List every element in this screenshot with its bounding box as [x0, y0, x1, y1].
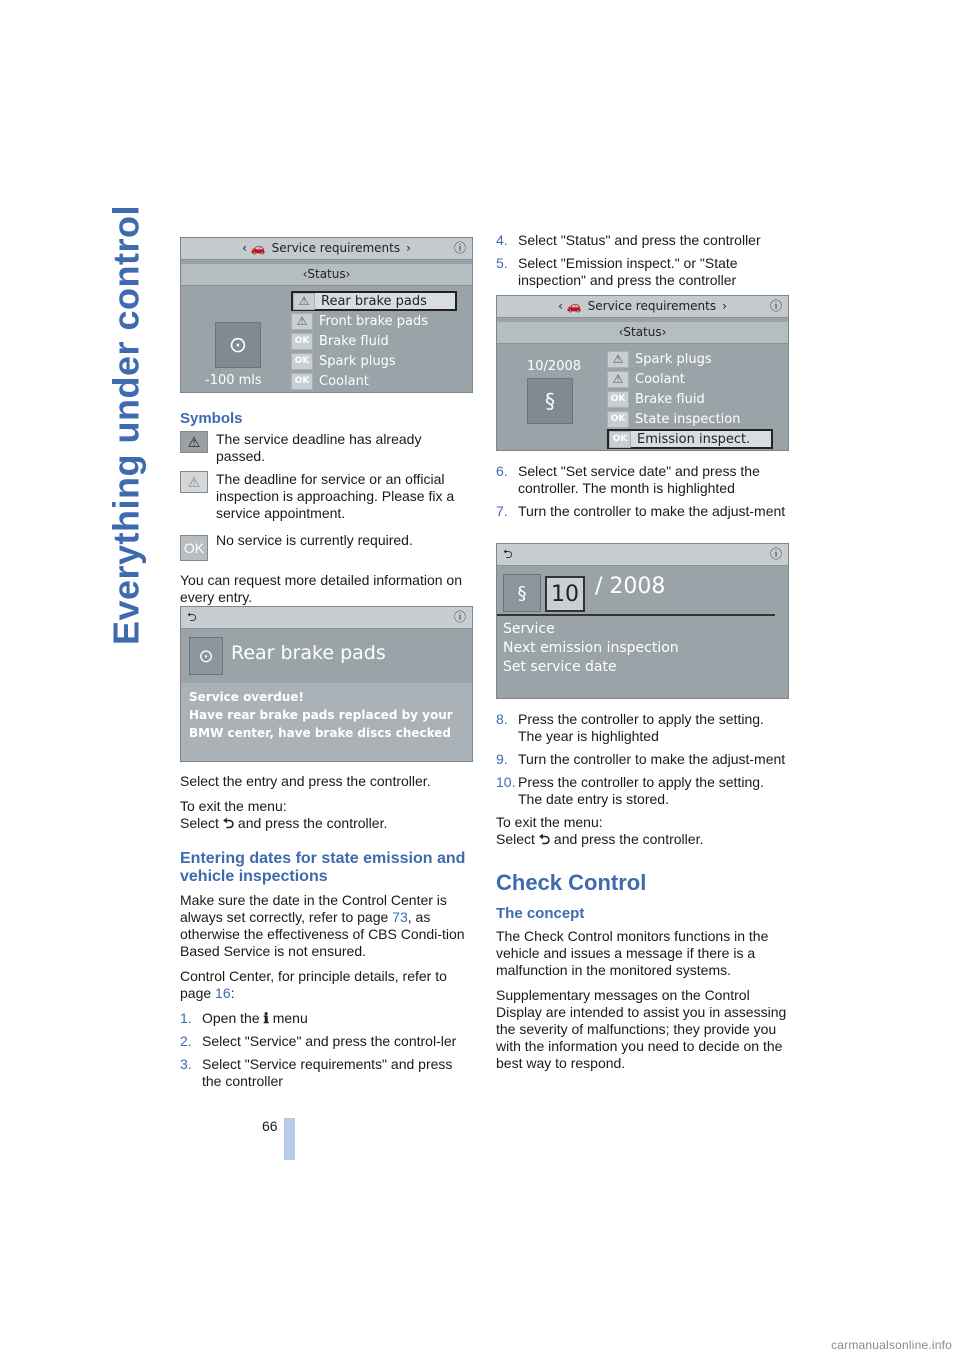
info-menu-icon: ℹ: [263, 1010, 269, 1026]
service-menu: Service Next emission inspection Set service date: [503, 621, 679, 675]
back-arrow-icon: ⮌: [222, 815, 235, 831]
ok-badge: OK: [291, 353, 313, 370]
right-column-lower: [496, 711, 788, 1080]
step-item: 1. Open the ℹ menu: [180, 1010, 308, 1026]
warning-icon: ⚠: [607, 351, 629, 368]
page-marker-bar: [284, 1118, 295, 1160]
emission-status-screen: [496, 295, 789, 451]
list-item[interactable]: ⚠ Coolant: [607, 369, 773, 389]
list-item[interactable]: OK State inspection: [607, 409, 773, 429]
info-icon: ⓘ: [769, 547, 782, 561]
concept-subheading: The concept: [496, 905, 585, 922]
brake-warning-icon: ⊙: [189, 637, 223, 675]
list-item[interactable]: ⚠ Spark plugs: [607, 349, 773, 369]
right-column-top: [496, 232, 788, 295]
step-item: 9. Turn the controller to make the adjust-ment: [496, 751, 786, 767]
set-date-screen: [496, 543, 789, 699]
warning-triangle-light-icon: ⚠: [180, 471, 208, 493]
symbol-row: OK No service is currently required.: [180, 532, 472, 560]
screen-back-bar: [181, 607, 472, 629]
back-arrow-icon: ⮌: [503, 547, 513, 561]
section-heading-dates: Entering dates for state emission and vehicle inspections: [180, 850, 466, 885]
control-center-note: Control Center, for principle details, refer to page 16:: [180, 968, 447, 1001]
screen-heading: Rear brake pads: [231, 642, 386, 664]
screen-title: Service requirements: [271, 241, 401, 255]
status-list: [607, 349, 773, 449]
step-item: 8. Press the controller to apply the setting. The year is highlighted: [496, 711, 764, 744]
exit-instruction: To exit the menu: Select ⮌ and press the controller.: [180, 798, 388, 831]
service-requirements-screen: [180, 237, 473, 393]
step-item: 6. Select "Set service date" and press the controller. The month is highlighted: [496, 463, 760, 496]
step-item: 4. Select "Status" and press the controller: [496, 232, 761, 248]
list-item[interactable]: OK Emission inspect.: [607, 429, 773, 449]
symbols-note: You can request more detailed information on every entry.: [180, 572, 462, 605]
chapter-side-title: [96, 204, 156, 646]
message-area: Service overdue! Have rear brake pads replaced by your BMW center, have brake discs checked: [181, 683, 473, 762]
brake-warning-icon: ⊙: [215, 322, 261, 368]
list-item[interactable]: OK Coolant: [291, 371, 457, 391]
screen-title-bar: ‹ 🚗 Service requirements › ⓘ: [497, 296, 788, 318]
screen-subtitle-bar: ‹ Status ›: [497, 322, 788, 344]
inspection-icon: §: [503, 574, 541, 612]
screen-back-bar: [497, 544, 788, 566]
ok-badge: OK: [609, 431, 631, 448]
warning-icon: ⚠: [607, 371, 629, 388]
month-field[interactable]: 10: [545, 576, 585, 612]
info-icon: ⓘ: [453, 610, 466, 624]
ok-badge: OK: [607, 391, 629, 408]
step-item: 3. Select "Service requirements" and press the controller: [180, 1056, 453, 1089]
ok-badge-icon: OK: [180, 535, 208, 561]
list-item[interactable]: OK Brake fluid: [607, 389, 773, 409]
page-link-73[interactable]: 73: [392, 909, 408, 925]
ok-badge: OK: [291, 333, 313, 350]
step-item: 2. Select "Service" and press the control-ler: [180, 1033, 457, 1049]
status-list: [291, 291, 457, 391]
concept-paragraph-2: Supplementary messages on the Control Display are intended to assist you in assessing the severity of malfunctions; they provide you with the information you need to decide on the best way to respond.: [496, 987, 787, 1071]
screen-subtitle: Status: [623, 325, 662, 339]
inspection-icon: §: [527, 378, 573, 424]
warning-icon: ⚠: [291, 313, 313, 330]
date-note: Make sure the date in the Control Center is always set correctly, refer to page 73, as otherwise the effectiveness of CBS Condi-tion Based Service is not ensured.: [180, 892, 465, 959]
rear-brake-pads-screen: [180, 606, 473, 762]
list-item[interactable]: ⚠ Rear brake pads: [291, 291, 457, 311]
year-field[interactable]: / 2008: [595, 574, 666, 599]
inspection-date: 10/2008: [527, 359, 582, 374]
screen-title-bar: ‹ 🚗 Service requirements › ⓘ: [181, 238, 472, 260]
screen-subtitle-bar: ‹ Status ›: [181, 264, 472, 286]
list-item[interactable]: OK Brake fluid: [291, 331, 457, 351]
ok-badge: OK: [607, 411, 629, 428]
concept-paragraph-1: The Check Control monitors functions in the vehicle and issues a message if there is a malfunction in the monitored systems.: [496, 928, 769, 978]
left-column-lower: Select the entry and press the controller. To exit the menu: Select ⮌ and press the controller. Entering dates for state emission and vehicle inspections Make sure the date in the Control Center is always set correctly, refer to page 73, as otherwise the effectiveness of CBS Condi-tion Based Service is not ensured. Control Center, for principle details, refer to page 16: 1. Open the ℹ menu 2. Select "Service" and press the control-ler 3. Select "Service requirements" and press the controller: [180, 773, 472, 1096]
step-item: 10. Press the controller to apply the setting. The date entry is stored.: [496, 774, 764, 807]
screen-subtitle: Status: [307, 267, 346, 281]
left-column: [180, 410, 472, 614]
info-icon: ⓘ: [453, 241, 466, 255]
step-item: 5. Select "Emission inspect." or "State inspection" and press the controller: [496, 255, 738, 288]
right-column-mid: [496, 463, 788, 526]
exit-instruction: To exit the menu: Select ⮌ and press the controller.: [496, 814, 704, 847]
back-arrow-icon: ⮌: [187, 610, 197, 624]
check-control-heading: Check Control: [496, 870, 647, 895]
symbol-row: ⚠ The deadline for service or an official inspection is approaching. Please fix a service appointment.: [180, 471, 472, 522]
chapter-title-text: Everything under control: [105, 204, 147, 646]
watermark: carmanualsonline.info: [831, 1338, 952, 1352]
page-link-16[interactable]: 16: [215, 985, 231, 1001]
info-icon: ⓘ: [769, 299, 782, 313]
warning-triangle-dark-icon: ⚠: [180, 431, 208, 453]
ok-badge: OK: [291, 373, 313, 390]
list-item[interactable]: ⚠ Front brake pads: [291, 311, 457, 331]
symbols-heading: Symbols: [180, 410, 243, 427]
distance-readout: -100 mls: [205, 373, 262, 388]
step-item: 7. Turn the controller to make the adjust-ment: [496, 503, 786, 519]
list-item[interactable]: OK Spark plugs: [291, 351, 457, 371]
symbol-row: ⚠ The service deadline has already passed.: [180, 431, 472, 465]
back-arrow-icon: ⮌: [538, 831, 551, 847]
screen-title: Service requirements: [587, 299, 717, 313]
page-number: 66: [262, 1118, 278, 1134]
warning-icon: ⚠: [293, 293, 315, 310]
divider: [497, 614, 775, 616]
